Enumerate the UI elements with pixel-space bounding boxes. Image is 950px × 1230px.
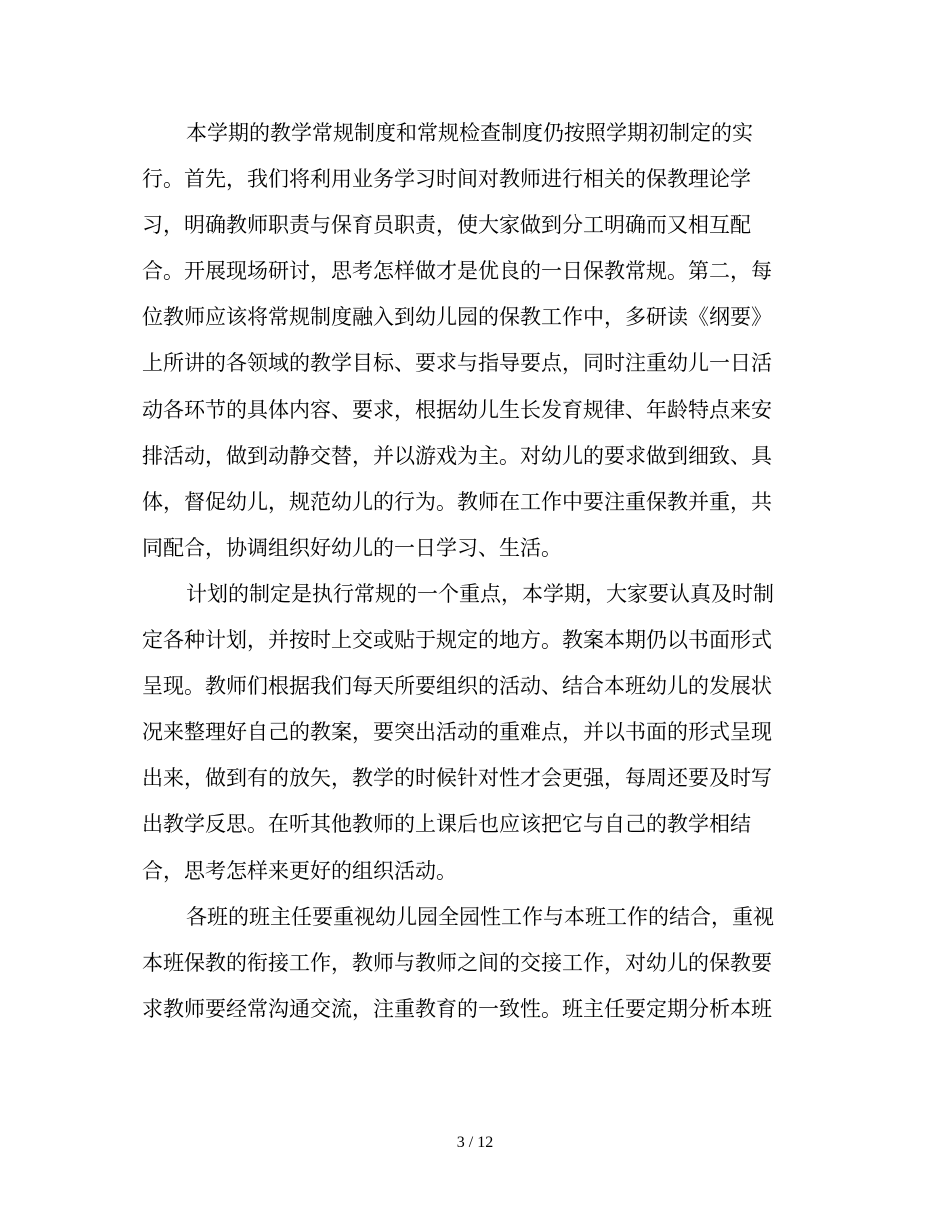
text-line: 位教师应该将常规制度融入到幼儿园的保教工作中，多研读《纲要》 [142, 305, 772, 330]
text-line: 出教学反思。在听其他教师的上课后也应该把它与自己的教学相结 [142, 812, 751, 837]
text-line: 动各环节的具体内容、要求，根据幼儿生长发育规律、年龄特点来安 [142, 397, 772, 422]
text-line: 同配合，协调组织好幼儿的一日学习、生活。 [142, 535, 562, 560]
text-line: 本班保教的衔接工作，教师与教师之间的交接工作，对幼儿的保教要 [142, 950, 772, 975]
text-line: 合。开展现场研讨，思考怎样做才是优良的一日保教常规。第二，每 [142, 259, 772, 284]
text-line: 本学期的教学常规制度和常规检查制度仍按照学期初制定的实 [186, 121, 753, 145]
text-line: 排活动，做到动静交替，并以游戏为主。对幼儿的要求做到细致、具 [142, 443, 772, 468]
text-line: 出来，做到有的放矢，教学的时候针对性才会更强，每周还要及时写 [142, 766, 772, 791]
text-line: 各班的班主任要重视幼儿园全园性工作与本班工作的结合，重视 [186, 904, 774, 929]
paragraph [142, 110, 804, 571]
text-line: 行。首先，我们将利用业务学习时间对教师进行相关的保教理论学 [142, 167, 751, 192]
paragraph [142, 571, 804, 894]
text-line: 况来整理好自己的教案，要突出活动的重难点，并以书面的形式呈现 [142, 720, 772, 745]
text-line: 习，明确教师职责与保育员职责，使大家做到分工明确而又相互配 [142, 213, 751, 238]
text-line: 求教师要经常沟通交流，注重教育的一致性。班主任要定期分析本班 [142, 996, 772, 1021]
text-line: 合，思考怎样来更好的组织活动。 [142, 858, 457, 883]
paragraph [142, 894, 804, 1032]
text-line: 计划的制定是执行常规的一个重点，本学期，大家要认真及时制 [186, 581, 774, 606]
document-body [142, 110, 804, 1032]
page-number: 3 / 12 [456, 1134, 494, 1151]
text-line: 呈现。教师们根据我们每天所要组织的活动、结合本班幼儿的发展状 [142, 674, 772, 699]
text-line: 定各种计划，并按时上交或贴于规定的地方。教案本期仍以书面形式 [142, 628, 772, 653]
text-line: 上所讲的各领域的教学目标、要求与指导要点，同时注重幼儿一日活 [142, 351, 772, 376]
text-line: 体，督促幼儿，规范幼儿的行为。教师在工作中要注重保教并重，共 [142, 489, 772, 514]
